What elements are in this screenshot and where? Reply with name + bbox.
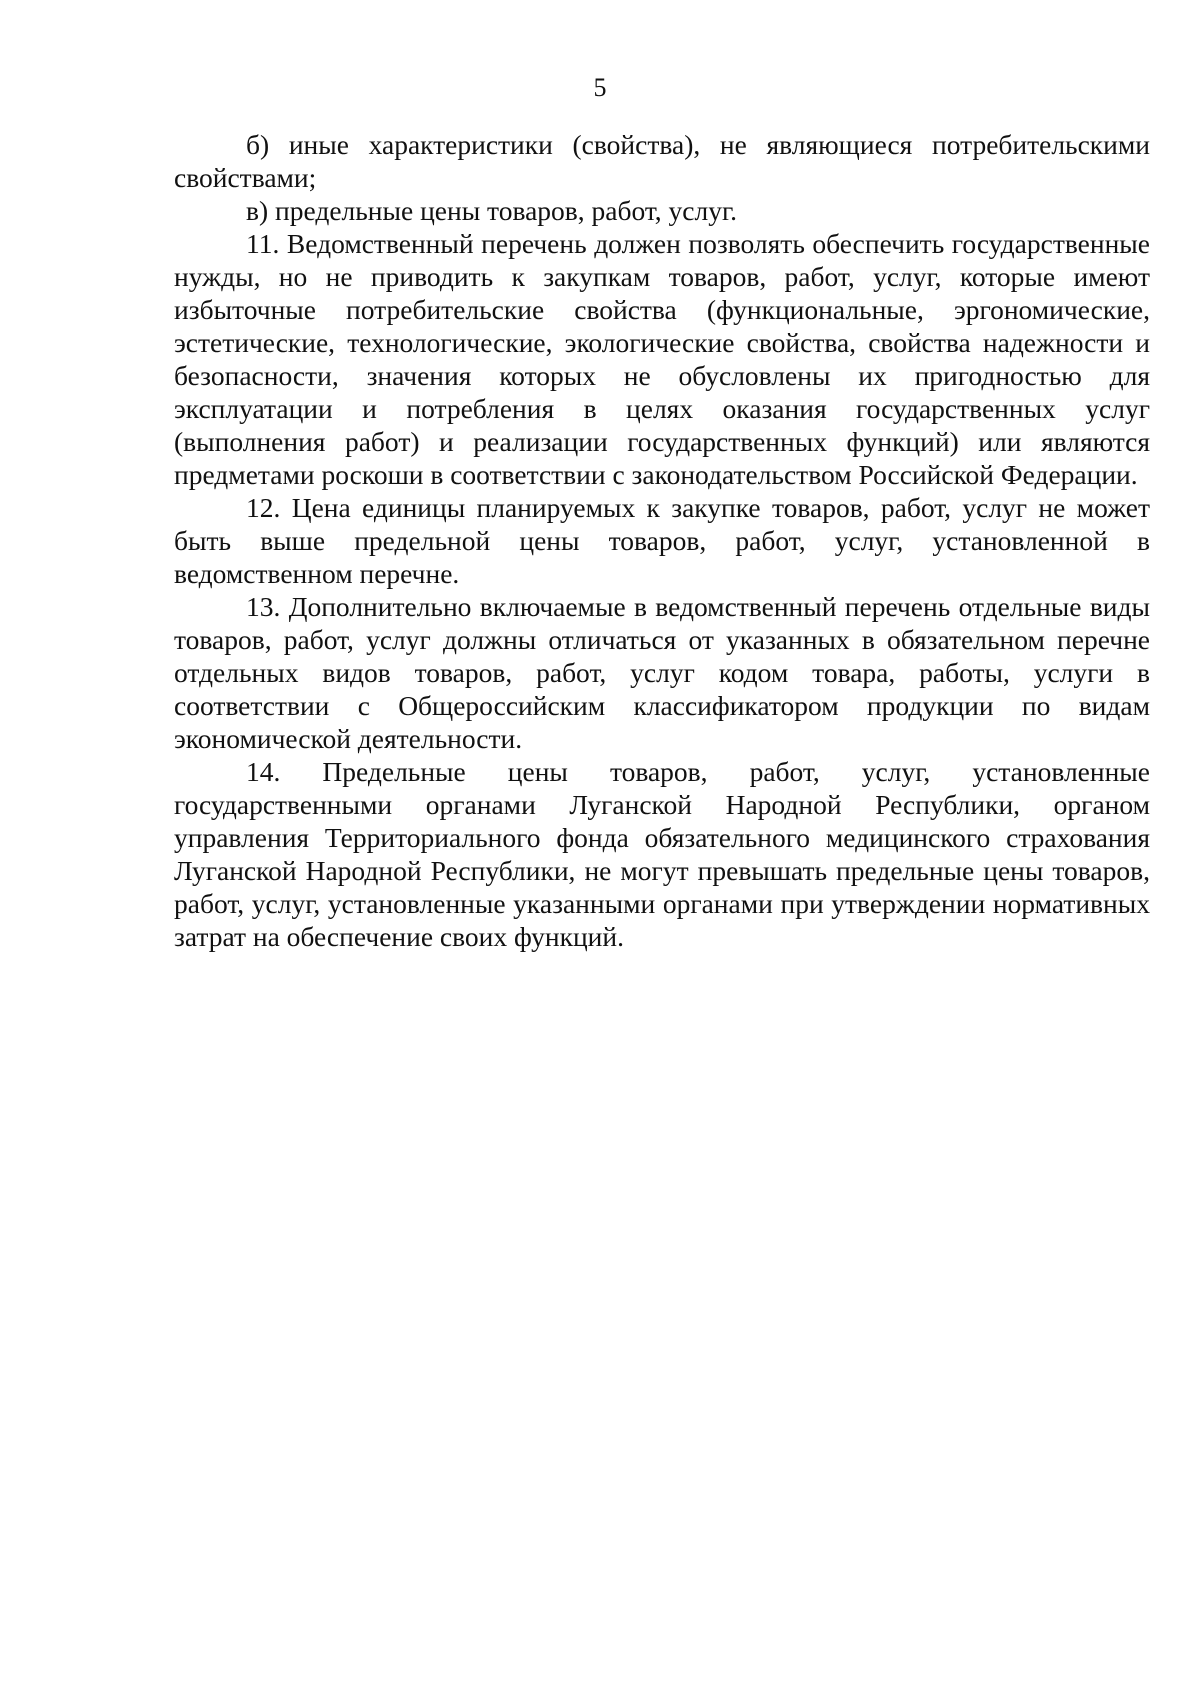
paragraph-13: 13. Дополнительно включаемые в ведомственный перечень отдельные виды товаров, работ, услуг должны отличаться от указанных в обязательном перечне отдельных видов товаров, работ, услуг кодом товара, работы, услуги в соответствии с Общероссийским классификатором продукции по видам экономической деятельности.: [174, 591, 1150, 754]
page-number: 5: [593, 73, 607, 102]
paragraph-14: 14. Предельные цены товаров, работ, услуг, установленные государственными органами Луганской Народной Республики, органом управления Территориального фонда обязательного медицинского страхования Луганской Народной Республики, не могут превышать предельные цены товаров, работ, услуг, установленные указанными органами при утверждении нормативных затрат на обеспечение своих функций.: [174, 756, 1150, 952]
paragraph-12: 12. Цена единицы планируемых к закупке товаров, работ, услуг не может быть выше предельной цены товаров, работ, услуг, установленной в ведомственном перечне.: [174, 492, 1150, 589]
paragraph-v: в) предельные цены товаров, работ, услуг.: [246, 195, 738, 226]
document-body: [174, 128, 1150, 953]
paragraph-11: 11. Ведомственный перечень должен позволять обеспечить государственные нужды, но не приводить к закупкам товаров, работ, услуг, которые имеют избыточные потребительские свойства (функциональные, эргономические, эстетические, технологические, экологические свойства, свойства надежности и безопасности, значения которых не обусловлены их пригодностью для эксплуатации и потребления в целях оказания государственных услуг (выполнения работ) и реализации государственных функций) или являются предметами роскоши в соответствии с законодательством Российской Федерации.: [174, 228, 1150, 490]
paragraph-b: б) иные характеристики (свойства), не являющиеся потребительскими свойствами;: [174, 129, 1150, 193]
